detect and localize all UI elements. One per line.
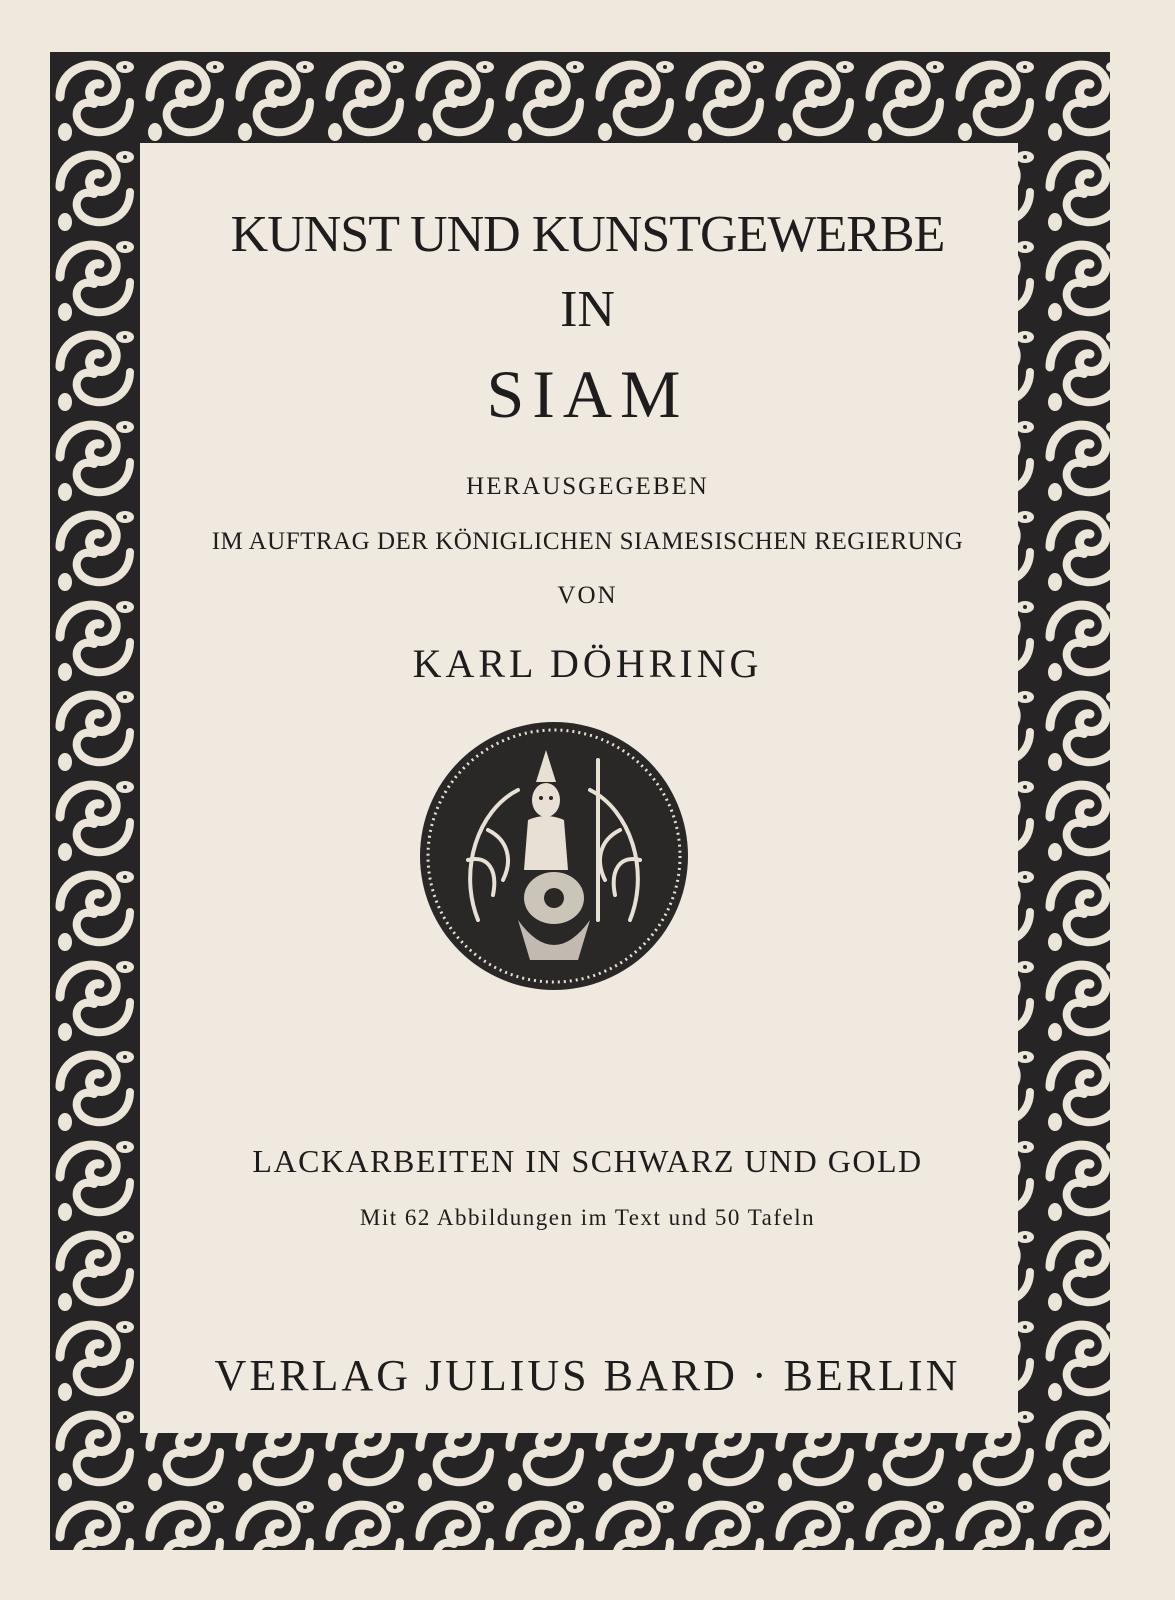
title-line-1: KUNST UND KUNSTGEWERBE — [230, 206, 945, 263]
author-name: KARL DÖHRING — [412, 641, 763, 686]
volume-subtitle: LACKARBEITEN IN SCHWARZ UND GOLD — [252, 1143, 923, 1179]
title-line-2: IN — [560, 281, 615, 338]
medallion-illustration — [418, 720, 690, 992]
title-line-3: SIAM — [486, 356, 689, 432]
by-label: VON — [557, 582, 618, 609]
illustrations-note: Mit 62 Abbildungen im Text und 50 Tafeln — [359, 1205, 816, 1230]
commission-line: IM AUFTRAG DER KÖNIGLICHEN SIAMESISCHEN REGIERUNG — [211, 528, 964, 555]
published-label: HERAUSGEGEBEN — [466, 473, 709, 500]
publisher-imprint: VERLAG JULIUS BARD · BERLIN — [214, 1351, 961, 1400]
